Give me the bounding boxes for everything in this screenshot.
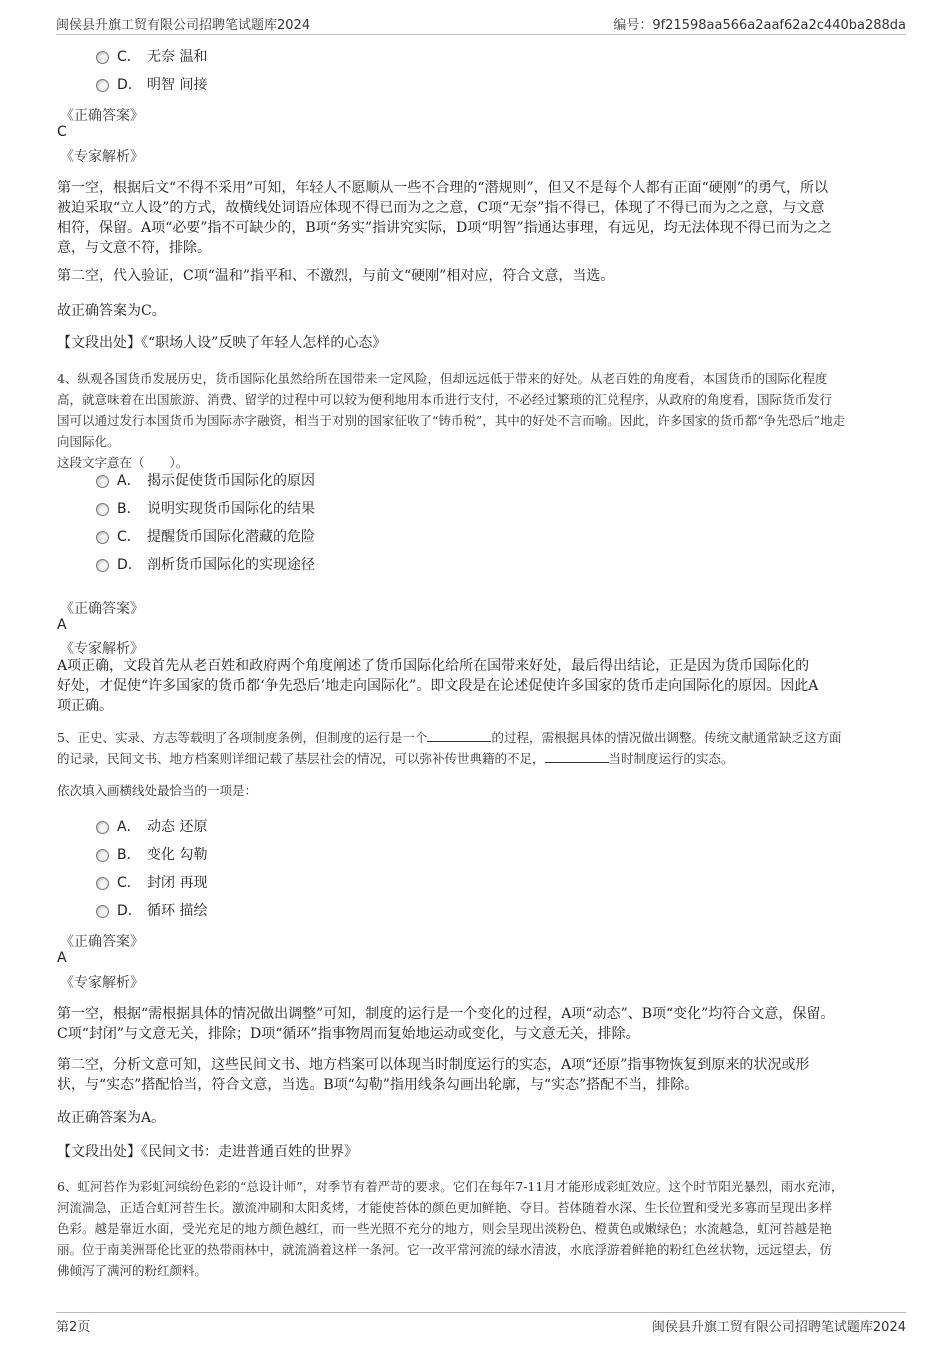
q3-analysis-p2: 第二空，代入验证，C项“温和”指平和、不激烈，与前文“硬刚”相对应，符合文意，当选。 xyxy=(57,268,615,284)
q4-option-b[interactable]: B． 说明实现货币国际化的结果 xyxy=(96,499,315,519)
radio-icon[interactable] xyxy=(96,849,109,862)
header-serial: 编号：9f21598aa566a2aaf62a2c440ba288da xyxy=(613,18,906,33)
q5-option-c[interactable]: C． 封闭 再现 xyxy=(96,873,207,893)
q5-prompt: 依次填入画横线处最恰当的一项是： xyxy=(57,783,258,798)
q4-stem: 4、纵观各国货币发展历史，货币国际化虽然给所在国带来一定风险，但却远远低于带来的好处。从老百姓的角度看，本国货币的国际化程度 高，就意味着在出国旅游、消费、留学的过程中可以较为便利地用本币进行支付，不必经过繁琐的汇兑程序，从政府的角度看，国际货币发行 国可以通过发行本国货币为国际赤字融资，相当于对别的国家征收了“铸币税”，其中的好处不言而喻。因此，许多国家的货币都“争先恐后”地走 向国际化。 这段文字意在（ ）。 xyxy=(57,371,846,470)
radio-icon[interactable] xyxy=(96,905,109,918)
q3-analysis-p1: 第一空，根据后文“不得不采用”可知，年轻人不愿顺从一些不合理的“潜规则”，但又不是每个人都有正面“硬刚”的勇气，所以 被迫采取“立人设”的方式，故横线处词语应体现不得已而为之之意，C项“无奈”指不得已，体现了不得已而为之之意，与文意 相符，保留。A项“必要”指不可缺少的，B项“务实”指讲究实际，D项“明智”指通达事理，有远见，均无法体现不得已而为之之 意，与文意不符，排除。 xyxy=(57,180,832,256)
q3-analysis-p3: 故正确答案为C。 xyxy=(57,303,166,319)
q4-option-a[interactable]: A． 揭示促使货币国际化的原因 xyxy=(96,471,315,491)
page-number: 第2页 xyxy=(56,1320,91,1335)
q3-option-d[interactable]: D． 明智 间接 xyxy=(96,75,207,95)
radio-icon[interactable] xyxy=(96,559,109,572)
q3-answer-label: 《正确答案》 xyxy=(60,108,144,124)
q3-option-c[interactable]: C． 无奈 温和 xyxy=(96,47,207,67)
q5-option-d[interactable]: D． 循环 描绘 xyxy=(96,901,207,921)
radio-icon[interactable] xyxy=(96,475,109,488)
blank-line xyxy=(427,729,491,742)
page-footer xyxy=(56,1312,906,1336)
footer-title: 闽侯县升旗工贸有限公司招聘笔试题库2024 xyxy=(651,1320,906,1335)
header-title: 闽侯县升旗工贸有限公司招聘笔试题库2024 xyxy=(56,18,311,33)
q5-analysis-p3: 故正确答案为A。 xyxy=(57,1110,166,1126)
q4-analysis-label: 《专家解析》 xyxy=(60,641,144,657)
radio-icon[interactable] xyxy=(96,531,109,544)
page-header xyxy=(56,14,906,35)
q4-analysis: A项正确，文段首先从老百姓和政府两个角度阐述了货币国际化给所在国带来好处，最后得出结论，正是因为货币国际化的 好处，才促使“许多国家的货币都‘争先恐后’地走向国际化”。即文段是在论述促使许多国家的货币走向国际化的原因。因此A 项正确。 xyxy=(57,658,819,714)
q4-option-d[interactable]: D． 剖析货币国际化的实现途径 xyxy=(96,555,315,575)
blank-line xyxy=(545,750,609,763)
q5-option-b[interactable]: B． 变化 勾勒 xyxy=(96,845,207,865)
radio-icon[interactable] xyxy=(96,51,109,64)
q5-analysis-p1: 第一空，根据“需根据具体的情况做出调整”可知，制度的运行是一个变化的过程，A项“动态”、B项“变化”均符合文意，保留。 C项“封闭”与文意无关，排除；D项“循环”指事物周而复始地运动或变化，与文意无关，排除。 xyxy=(57,1006,835,1042)
q5-answer-label: 《正确答案》 xyxy=(60,934,144,950)
radio-icon[interactable] xyxy=(96,503,109,516)
q6-stem: 6、虹河苔作为彩虹河缤纷色彩的“总设计师”，对季节有着严苛的要求。它们在每年7-11月才能形成彩虹效应。这个时节阳光暴烈，雨水充沛， 河流湍急，正适合虹河苔生长。激流冲刷和太阳炙烤，才能使苔体的颜色更加鲜艳、夺目。苔体随着水深、生长位置和受光多寡而呈现出多样 色彩。越是靠近水面，受光充足的地方颜色越红，而一些光照不充分的地方，则会呈现出淡粉色、橙黄色或嫩绿色；水流越急，虹河苔越是艳 丽。位于南美洲哥伦比亚的热带雨林中，就流淌着这样一条河。它一改平常河流的绿水清波，水底浮游着鲜艳的粉红色丝状物，远远望去，仿 佛倾泻了满河的粉红颜料。 xyxy=(57,1179,844,1278)
q4-option-c[interactable]: C． 提醒货币国际化潜藏的危险 xyxy=(96,527,315,547)
radio-icon[interactable] xyxy=(96,821,109,834)
q5-analysis-label: 《专家解析》 xyxy=(60,975,144,991)
q3-answer: C xyxy=(57,124,67,140)
q5-stem: 5、正史、实录、方志等载明了各项制度条例，但制度的运行是一个 的过程，需根据具体的情况做出调整。传统文献通常缺乏这方面 的记录，民间文书、地方档案则详细记载了基层社会的情况，可以弥补传世典籍的不足， 当时制度运行的实态。 xyxy=(57,730,842,766)
radio-icon[interactable] xyxy=(96,79,109,92)
q5-option-a[interactable]: A． 动态 还原 xyxy=(96,817,207,837)
q3-analysis-label: 《专家解析》 xyxy=(60,149,144,165)
q5-answer: A xyxy=(57,950,67,966)
q5-source: 【文段出处】《民间文书：走进普通百姓的世界》 xyxy=(57,1144,358,1160)
q3-source: 【文段出处】《“职场人设”反映了年轻人怎样的心态》 xyxy=(57,335,387,351)
q4-answer: A xyxy=(57,617,67,633)
q4-answer-label: 《正确答案》 xyxy=(60,601,144,617)
q5-analysis-p2: 第二空，分析文意可知，这些民间文书、地方档案可以体现当时制度运行的实态，A项“还原”指事物恢复到原来的状况或形 状，与“实态”搭配恰当，符合文意，当选。B项“勾勒”指用线条勾画出轮廓，与“实态”搭配不当，排除。 xyxy=(57,1057,810,1093)
radio-icon[interactable] xyxy=(96,877,109,890)
